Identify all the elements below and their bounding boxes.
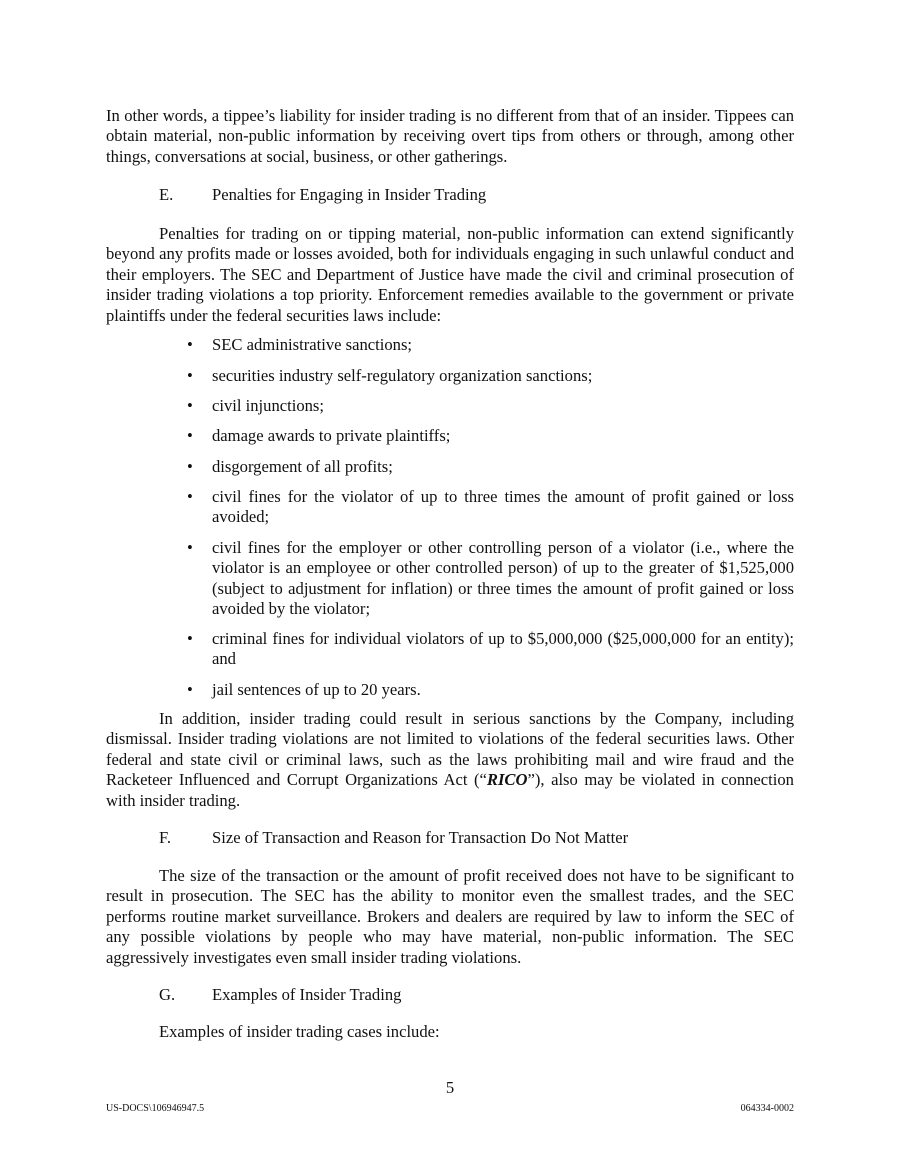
defined-term: RICO — [486, 770, 528, 790]
list-item — [106, 457, 794, 477]
list-item-text: jail sentences of up to 20 years. — [212, 680, 421, 699]
heading-e — [159, 185, 486, 205]
list-item-text: SEC administrative sanctions; — [212, 335, 413, 354]
paragraph-text — [106, 709, 794, 811]
list-item-text: disgorgement of all profits; — [212, 457, 393, 476]
list-item — [106, 335, 794, 355]
heading-f — [159, 828, 628, 848]
bullet-icon: • — [187, 457, 193, 476]
tippee-paragraph — [106, 106, 794, 167]
bullet-icon: • — [187, 487, 193, 506]
bullet-icon: • — [187, 426, 193, 445]
heading-title: Penalties for Engaging in Insider Trading — [212, 185, 487, 204]
paragraph-text: The size of the transaction or the amount of profit received does not have to be significant to result in prosecution. The SEC has the ability to monitor even the smallest trades, and the SEC performs routine market surveillance. Brokers and dealers are required by law to inform the SEC of any possible violations by people who may have material, non-public information. The SEC aggressively investigates even small insider trading violations. — [106, 866, 794, 967]
paragraph-text: Examples of insider trading cases include: — [159, 1022, 440, 1041]
examples-paragraph — [106, 1022, 794, 1042]
bullet-icon: • — [187, 629, 193, 648]
document-id: US-DOCS\106946947.5 — [106, 1103, 205, 1114]
list-item — [106, 487, 794, 528]
paragraph-text-part: ”), also may be violated in connection with insider trading. — [106, 770, 794, 810]
bullet-icon: • — [187, 366, 193, 385]
list-item-text: civil fines for the violator of up to three times the amount of profit gained or loss avoided; — [212, 487, 794, 527]
list-item-text: securities industry self-regulatory organization sanctions; — [212, 366, 593, 385]
heading-title: Size of Transaction and Reason for Transaction Do Not Matter — [212, 828, 629, 847]
matter-number: 064334-0002 — [740, 1103, 794, 1114]
list-item-text: civil fines for the employer or other controlling person of a violator (i.e., where the violator is an employee or other controlled person) of up to the greater of $1,525,000 (subject to adjustment for inflation) or three times the amount of profit gained or loss avoided by the violator; — [212, 538, 794, 619]
bullet-icon: • — [187, 396, 193, 415]
heading-title: Examples of Insider Trading — [212, 985, 402, 1004]
page-number: 5 — [445, 1078, 455, 1097]
paragraph-text: In other words, a tippee’s liability for insider trading is no different from that of an insider. Tippees can obtain material, non-public information by receiving overt tips from others or through, among other things, conversations at social, business, or other gatherings. — [106, 106, 794, 166]
paragraph-text: Penalties for trading on or tipping material, non-public information can extend significantly beyond any profits made or losses avoided, both for individuals engaging in such unlawful conduct and their employers. The SEC and Department of Justice have made the civil and criminal prosecution of insider trading violations a top priority. Enforcement remedies available to the government or private plaintiffs under the federal securities laws include: — [106, 224, 794, 325]
bullet-icon: • — [187, 335, 193, 354]
list-item — [106, 366, 794, 386]
list-item — [106, 426, 794, 446]
list-item — [106, 538, 794, 620]
heading-letter: E. — [159, 185, 174, 204]
heading-letter: F. — [159, 828, 172, 847]
bullet-icon: • — [187, 680, 193, 699]
penalties-paragraph — [106, 224, 794, 326]
list-item-text: criminal fines for individual violators of up to $5,000,000 ($25,000,000 for an entity); and — [212, 629, 794, 669]
list-item — [106, 396, 794, 416]
list-item — [106, 629, 794, 670]
heading-letter: G. — [159, 985, 176, 1004]
list-item-text: civil injunctions; — [212, 396, 324, 415]
heading-g — [159, 985, 401, 1005]
bullet-icon: • — [187, 538, 193, 557]
addition-paragraph — [106, 709, 794, 811]
size-paragraph — [106, 866, 794, 968]
paragraph-text-part: In addition, insider trading could result in serious sanctions by the Company, including dismissal. Insider trading violations are not limited to violations of the federal securities laws. Other federal and state civil or criminal laws, such as the laws prohibiting mail and wire fraud and the Racketeer Influenced and Corrupt Organizations Act (“ — [106, 709, 794, 790]
list-item-text: damage awards to private plaintiffs; — [212, 426, 451, 445]
list-item — [106, 680, 794, 700]
